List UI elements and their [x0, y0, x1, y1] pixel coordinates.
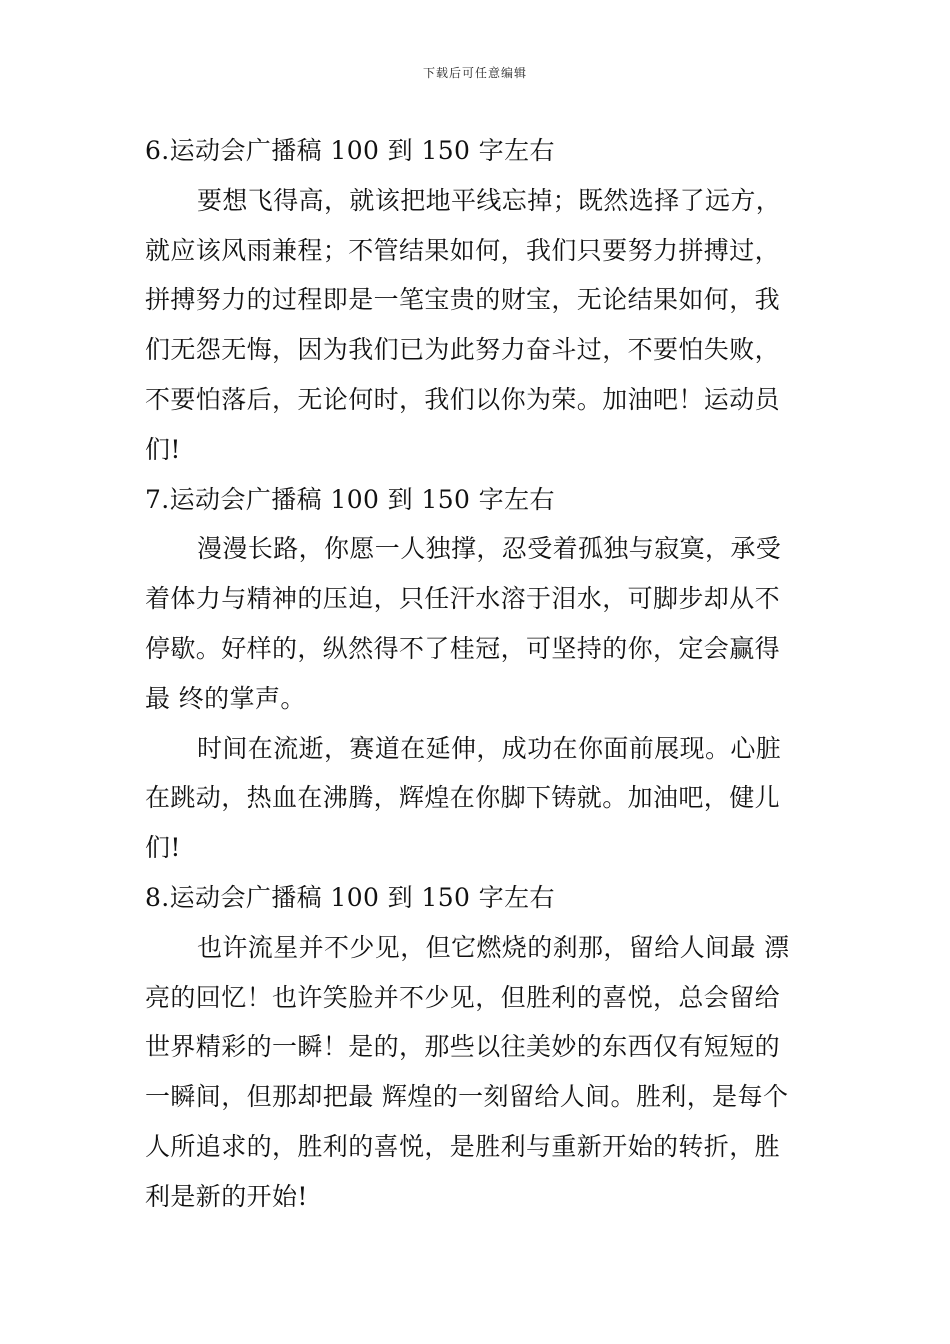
- section-7: [145, 475, 807, 873]
- text-line: 就应该风雨兼程；不管结果如何，我们只要努力拼搏过，: [145, 235, 781, 265]
- section-6: [145, 126, 807, 475]
- text-line: 人所追求的，胜利的喜悦，是胜利与重新开始的转折，胜: [145, 1131, 781, 1161]
- paragraph: [145, 176, 807, 475]
- text-line: 们无怨无悔，因为我们已为此努力奋斗过，不要怕失败，: [145, 335, 781, 365]
- text-line: 也许流星并不少见，但它燃烧的刹那，留给人间最 漂: [197, 932, 790, 962]
- text-line: 不要怕落后，无论何时，我们以你为荣。加油吧！运动员: [145, 384, 781, 414]
- paragraph: [145, 923, 807, 1222]
- text-line: 亮的回忆！也许笑脸并不少见，但胜利的喜悦，总会留给: [145, 982, 781, 1012]
- text-line: 最 终的掌声。: [145, 683, 306, 713]
- text-line: 停歇。好样的，纵然得不了桂冠，可坚持的你，定会赢得: [145, 633, 781, 663]
- section-heading: 7.运动会广播稿 100 到 150 字左右: [145, 484, 555, 514]
- text-line: 漫漫长路，你愿一人独撑，忍受着孤独与寂寞，承受: [197, 534, 782, 564]
- text-line: 时间在流逝，赛道在延伸，成功在你面前展现。心脏: [197, 733, 782, 763]
- text-line: 拼搏努力的过程即是一笔宝贵的财宝，无论结果如何，我: [145, 285, 781, 315]
- text-line: 着体力与精神的压迫，只任汗水溶于泪水，可脚步却从不: [145, 584, 781, 614]
- text-line: 们!: [145, 434, 181, 464]
- text-line: 要想飞得高，就该把地平线忘掉；既然选择了远方，: [197, 185, 782, 215]
- text-line: 利是新的开始!: [145, 1181, 308, 1211]
- page-header: 下载后可任意编辑: [422, 66, 527, 80]
- text-line: 一瞬间，但那却把最 辉煌的一刻留给人间。胜利，是每个: [145, 1082, 789, 1112]
- section-heading: 6.运动会广播稿 100 到 150 字左右: [145, 136, 555, 165]
- text-line: 们!: [145, 833, 181, 863]
- paragraph: [145, 524, 807, 723]
- section-heading: 8.运动会广播稿 100 到 150 字左右: [145, 882, 555, 912]
- text-line: 在跳动，热血在沸腾，辉煌在你脚下铸就。加油吧，健儿: [145, 783, 781, 813]
- text-line: 世界精彩的一瞬！是的，那些以往美妙的东西仅有短短的: [145, 1032, 781, 1062]
- document-body: [145, 126, 807, 1222]
- section-8: [145, 873, 807, 1222]
- paragraph: [145, 724, 807, 873]
